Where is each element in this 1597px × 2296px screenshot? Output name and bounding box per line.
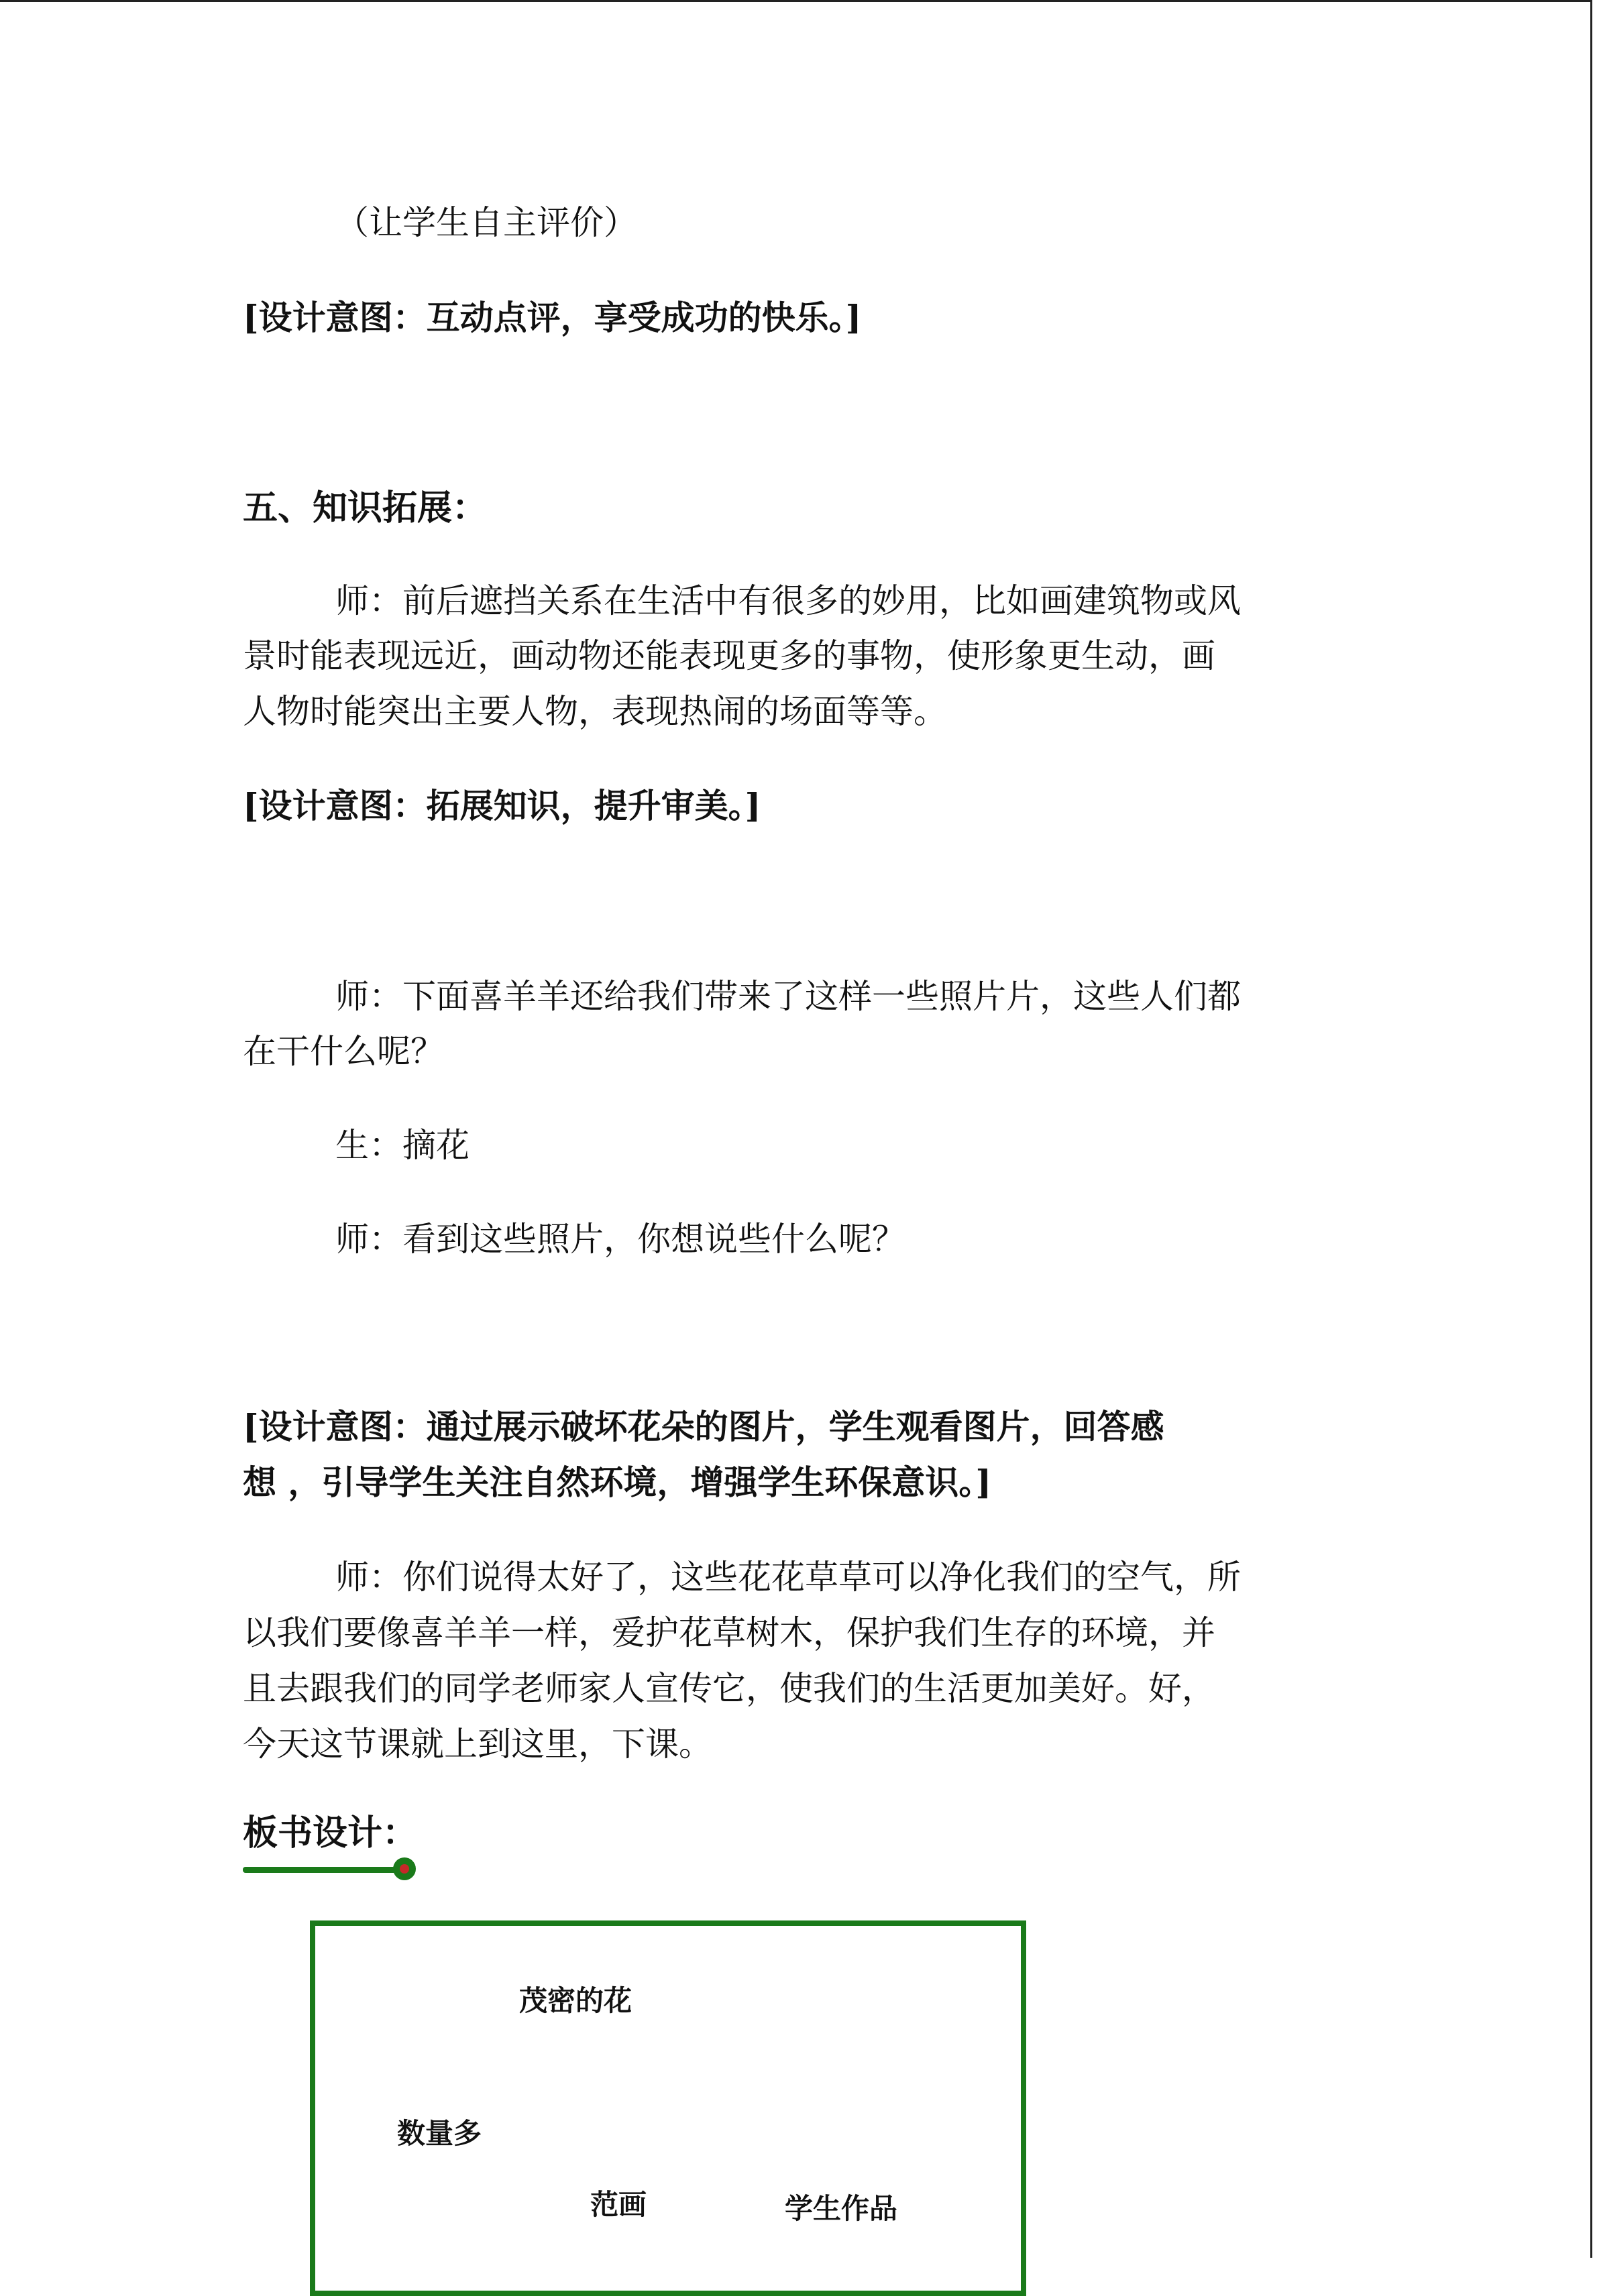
self-evaluation-note: （让学生自主评价）: [335, 203, 637, 242]
paragraph-line: 今天这节课就上到这里，下课。: [243, 1725, 712, 1764]
board-title: 茂密的花: [519, 1984, 632, 2017]
blackboard-design-box: [310, 1920, 1026, 2296]
design-intent-3: [设计意图：通过展示破坏花朵的图片，学生观看图片，回答感: [243, 1407, 1164, 1446]
board-design-heading: 板书设计：: [243, 1813, 418, 1853]
design-intent-1: [设计意图：互动点评，享受成功的快乐。]: [243, 298, 862, 337]
design-intent-2: [设计意图：拓展知识，提升审美。]: [243, 786, 761, 825]
paragraph-line: 师：你们说得太好了，这些花花草草可以净化我们的空气，所: [335, 1558, 1241, 1597]
paragraph-line: 师：下面喜羊羊还给我们带来了这样一些照片片，这些人们都: [335, 977, 1241, 1016]
paragraph-line: 人物时能突出主要人物，表现热闹的场面等等。: [243, 692, 947, 731]
design-intent-3-cont: 想 ，引导学生关注自然环境，增强学生环保意识。]: [243, 1462, 992, 1502]
board-item-sample: 范画: [590, 2188, 647, 2221]
paragraph-line: 且去跟我们的同学老师家人宣传它，使我们的生活更加美好。好，: [243, 1669, 1215, 1708]
paragraph-line: 以我们要像喜羊羊一样，爱护花草树木，保护我们生存的环境，并: [243, 1613, 1215, 1652]
paragraph-line: 师：前后遮挡关系在生活中有很多的妙用，比如画建筑物或风: [335, 581, 1241, 620]
paragraph-line: 景时能表现远近，画动物还能表现更多的事物，使形象更生动，画: [243, 636, 1215, 675]
paragraph-line: 在干什么呢？: [243, 1032, 444, 1071]
board-item-student-work: 学生作品: [785, 2192, 898, 2225]
underline-dot: [393, 1857, 416, 1880]
student-answer: 生：摘花: [335, 1126, 470, 1165]
board-item-quantity: 数量多: [397, 2117, 482, 2150]
teacher-question: 师：看到这些照片，你想说些什么呢？: [335, 1220, 905, 1259]
heading-underline: [243, 1867, 404, 1873]
section-heading-knowledge-extension: 五、知识拓展：: [243, 487, 488, 528]
